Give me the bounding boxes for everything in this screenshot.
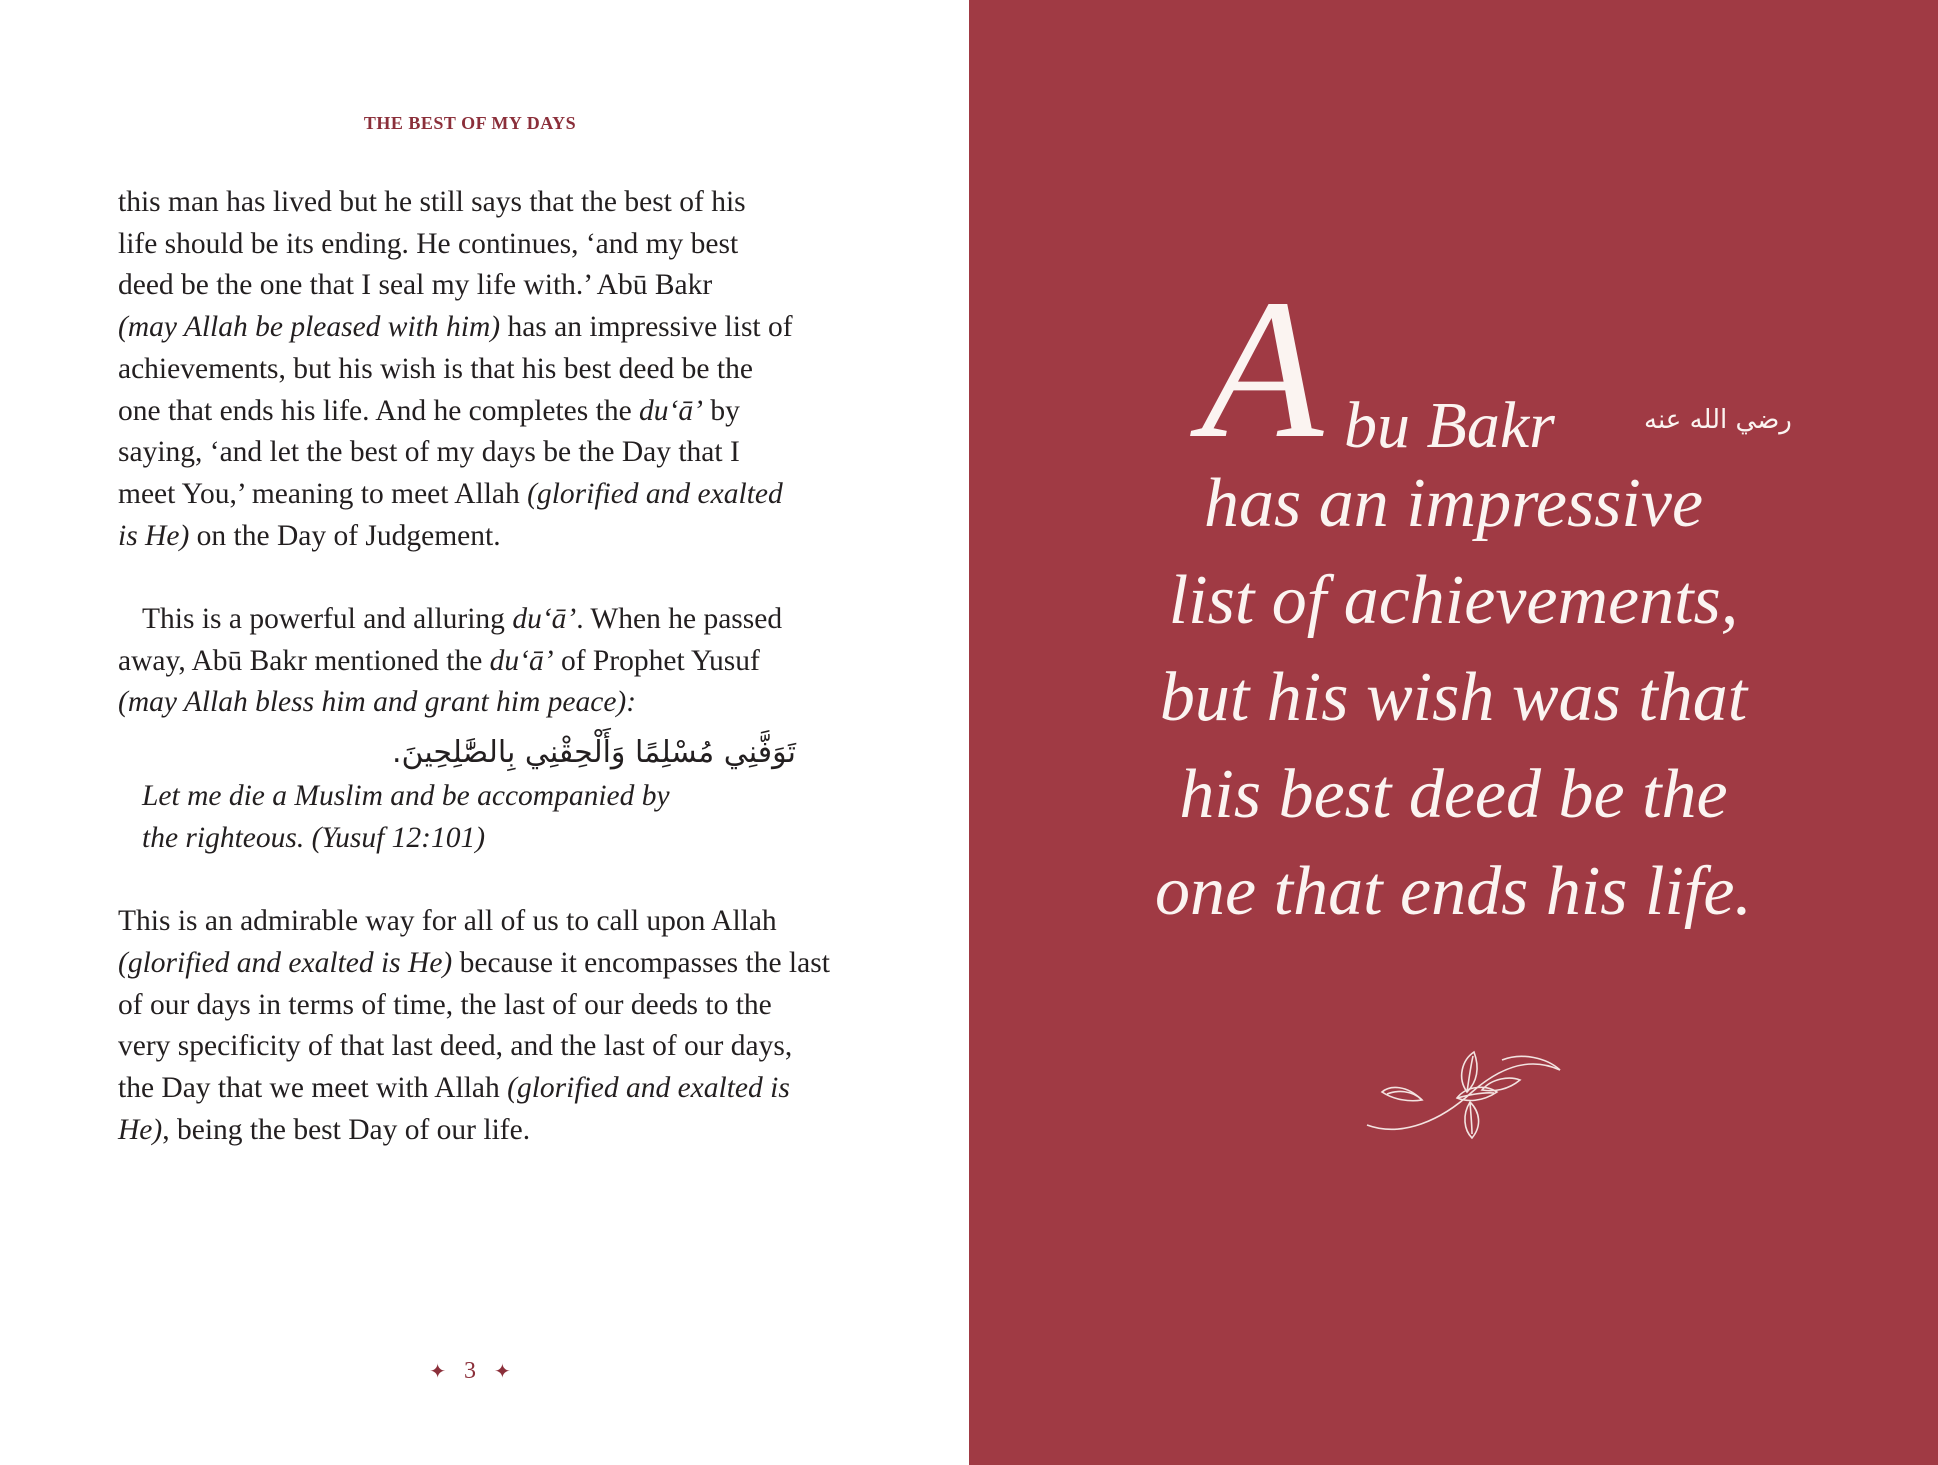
pull-quote-line: list of achievements, [1168,562,1739,639]
text-line: (glorified and exalted is He) because it encompasses the last [118,946,830,979]
text-line: this man has lived but he still says that the best of his [118,186,746,218]
pull-quote-line: but his wish was that [1159,659,1748,736]
pull-quote-line: one that ends his life. [1155,853,1752,930]
page-number-value: 3 [464,1358,476,1384]
right-page [969,0,1938,1465]
text-line: very specificity of that last deed, and the last of our days, [118,1030,793,1063]
pull-quote-line: has an impressive [1203,465,1704,542]
text-line: This is an admirable way for all of us to call upon Allah [118,905,777,938]
text-line: He), being the best Day of our life. [118,1113,531,1146]
star-ornament-icon: ✦ [494,1361,511,1383]
verse-translation-line: Let me die a Muslim and be accompanied by [142,780,670,813]
text-line: is He) on the Day of Judgement. [118,519,501,552]
text-line: meet You,’ meaning to meet Allah (glorified and exalted [118,477,783,510]
text-line: This is a powerful and alluring du‘ā’. When he passed [142,603,783,636]
text-line: (may Allah bless him and grant him peace): [118,686,637,719]
page-number [0,1358,940,1385]
text-line: the Day that we meet with Allah (glorified and exalted is [118,1072,790,1105]
pull-quote-first-line [969,259,1938,480]
pull-quote-line: his best deed be the [1179,756,1728,833]
text-line: away, Abū Bakr mentioned the du‘ā’ of Prophet Yusuf [118,644,760,677]
star-ornament-icon: ✦ [429,1361,446,1383]
honorific-calligraphy: رضي الله عنه [1644,405,1792,435]
text-line: achievements, but his wish is that his best deed be the [118,352,753,385]
text-line: life should be its ending. He continues, ‘and my best [118,227,739,260]
body-text [118,182,830,1151]
text-line: (may Allah be pleased with him) has an impressive list of [118,311,793,344]
verse-translation-line: the righteous. (Yusuf 12:101) [142,821,486,854]
text-line: deed be the one that I seal my life with.’ Abū Bakr [118,269,713,302]
leaf-ornament-icon [1362,1030,1562,1140]
text-line: of our days in terms of time, the last of our deeds to the [118,988,772,1021]
text-line: one that ends his life. And he completes the du‘ā’ by [118,394,740,427]
pull-quote [969,259,1938,940]
pull-quote-name: bu Bakr [1344,389,1555,462]
arabic-verse: تَوَفَّنِي مُسْلِمًا وَأَلْحِقْنِي بِالصَّٰلِحِينَ. [391,735,796,771]
running-head: THE BEST OF MY DAYS [363,113,577,133]
text-line: saying, ‘and let the best of my days be the Day that I [118,436,740,469]
drop-cap: A [1201,259,1324,480]
